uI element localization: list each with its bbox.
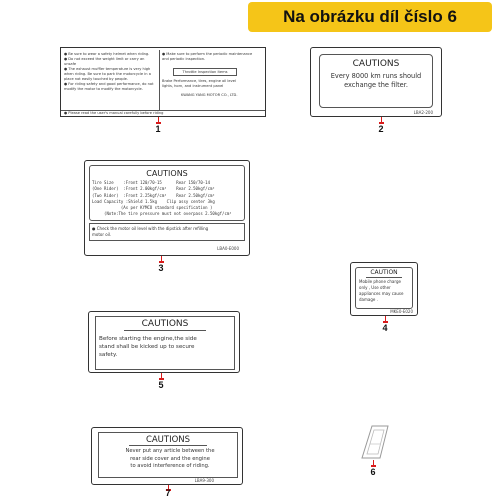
part-number-7: 7 <box>165 488 171 498</box>
label-4-heading: CAUTION <box>370 269 398 276</box>
part-number-4: 4 <box>382 323 388 333</box>
label-2-body: Every 8000 km runs should exchange the filter. <box>330 72 422 89</box>
label-4-heading-rule <box>366 277 402 278</box>
part-number-6: 6 <box>370 467 376 477</box>
warning-label-7 <box>91 427 243 485</box>
label-3-code: LBA0-E000 <box>217 246 239 251</box>
part-number-1: 1 <box>155 124 161 134</box>
warning-label-3 <box>84 160 250 256</box>
label-5-heading: CAUTIONS <box>141 319 189 329</box>
label-7-inner-frame <box>98 432 238 478</box>
label-2-heading: CAUTIONS <box>352 59 400 69</box>
part-number-2: 2 <box>378 124 384 134</box>
label-1-maker: KWANG YANG MOTOR CO., LTD. <box>181 93 238 97</box>
label-4-code: MKE0-E020 <box>390 309 413 314</box>
part-number-5: 5 <box>158 380 164 390</box>
label-7-heading-rule <box>129 445 207 446</box>
label-7-code: LBA9-300 <box>194 478 214 483</box>
label-1-inspection-box: Throttle Inspection items <box>173 68 237 76</box>
label-6-sketch <box>358 424 394 462</box>
warning-label-2 <box>310 47 442 117</box>
label-1-divider <box>159 50 160 110</box>
label-3-tire-spec: Tire Size :Front 120/70-15 Rear 150/70-14 (One Rider) :Front 2.00kgf/cm² Rear 2.50kgf/cm² (Two Rider) :Front 2.25kgf/cm² Rear 2.50kgf/cm² Load Capacity :Shield 1.5kg Clip assy center 3kg (As per KYMCO standard specification ) (Note:The tire pressure must not overpass 2.50kgf/cm² <box>92 180 232 217</box>
label-4-body: Mobile phone charge only , Use other appliances may cause damage . <box>359 279 404 302</box>
label-5-body: Before starting the engine,the side stand shall be kicked up to secure safety. <box>99 336 197 358</box>
label-3-oil-frame <box>89 223 245 241</box>
label-1-inspection-items: Brake Performance, tires, engine oil level lights, horn, and instrument panel <box>162 79 236 88</box>
warning-label-5 <box>88 311 240 373</box>
label-3-heading: CAUTIONS <box>146 169 188 178</box>
part-number-banner: Na obrázku díl číslo 6 <box>248 2 492 32</box>
part-number-3: 3 <box>158 263 164 273</box>
label-1-left-text: ● Be sure to wear a safety helmet when riding. ● Do not exceed the weight limit or carry an unsafe ● The exhaust muffler temperature is very high when riding. Be sure to park the motorcycle in a place not easily touched by people. ● For riding safety and good performance, do not modify the motor to modify the motorcycle. <box>64 52 154 91</box>
warning-label-1 <box>60 47 266 117</box>
label-7-body: Never put any article between the rear side cover and the engine to avoid interference of riding. <box>125 448 215 469</box>
warning-label-4 <box>350 262 418 316</box>
label-2-inner-frame <box>319 54 433 108</box>
label-3-spec-frame <box>89 165 245 221</box>
label-7-heading: CAUTIONS <box>145 435 191 445</box>
label-1-right-text: ● Make sure to perform the periodic maintenance and periodic inspection. <box>162 52 253 61</box>
label-5-inner-frame <box>95 316 235 370</box>
label-3-oil-note: ● Check the motor oil level with the dipstick after refilling motor oil. <box>92 226 209 237</box>
label-2-code: LBA2-200 <box>413 110 433 115</box>
label-1-footer: ● Please read the user's manual carefully before riding <box>64 111 164 115</box>
label-5-heading-rule <box>124 330 206 331</box>
label-4-inner-frame <box>355 267 413 309</box>
